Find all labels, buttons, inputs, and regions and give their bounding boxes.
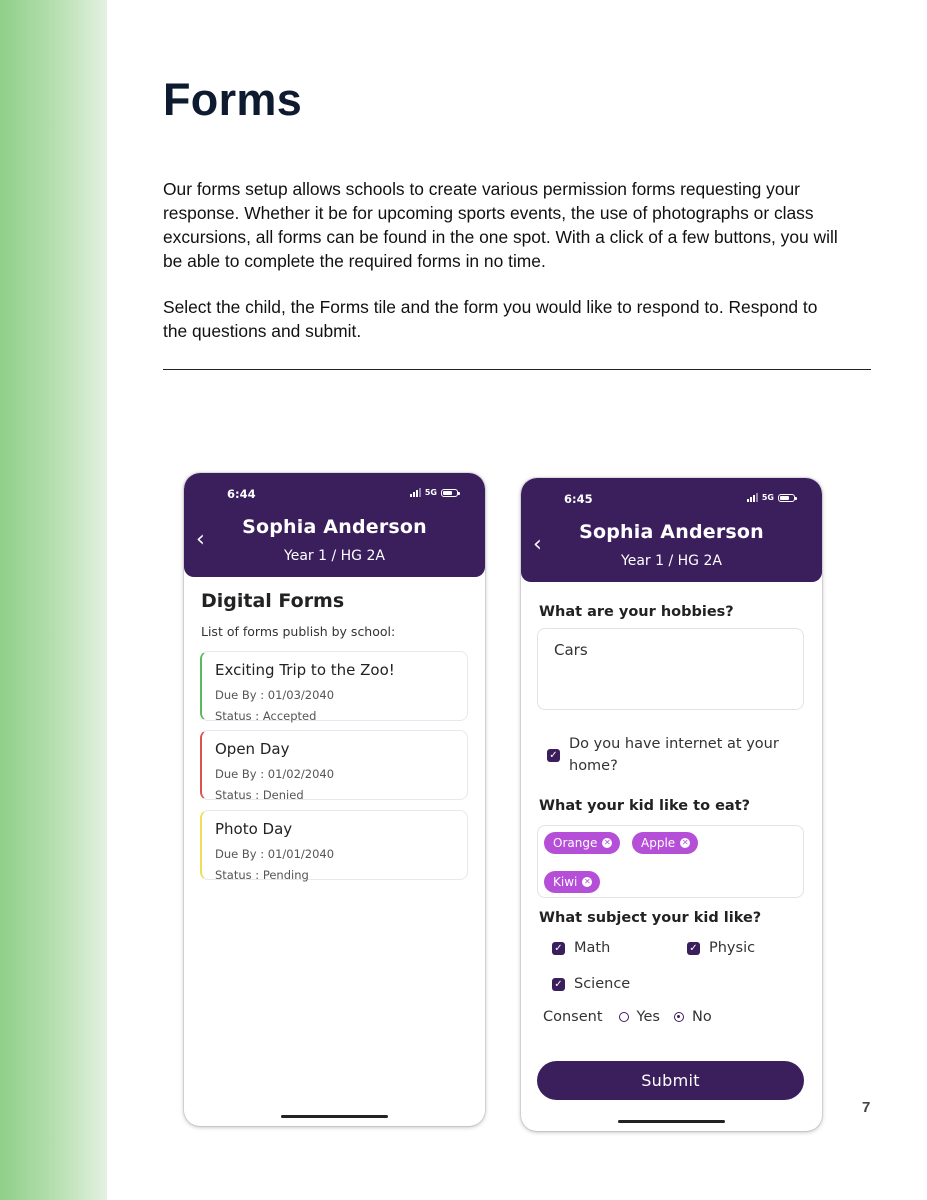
checkbox-checked-icon[interactable]: ✓ — [552, 942, 565, 955]
status-icons — [747, 493, 795, 502]
checkbox-checked-icon[interactable]: ✓ — [552, 978, 565, 991]
status-time: 6:45 — [564, 492, 593, 506]
subject-physic[interactable] — [687, 940, 755, 956]
subject-label: Physic — [709, 940, 756, 956]
home-indicator — [618, 1120, 725, 1123]
page-title: Forms — [163, 74, 303, 125]
subject-question: What subject your kid like? — [539, 910, 762, 926]
checkbox-checked-icon[interactable]: ✓ — [687, 942, 700, 955]
form-card-photo-day[interactable] — [200, 810, 468, 880]
form-title: Photo Day — [215, 820, 293, 838]
signal-icon — [410, 488, 421, 497]
decorative-side-band — [0, 0, 107, 1200]
page-number: 7 — [862, 1099, 871, 1116]
student-name: Sophia Anderson — [242, 516, 427, 538]
home-indicator — [281, 1115, 388, 1118]
form-title: Exciting Trip to the Zoo! — [215, 661, 395, 679]
internet-checkbox-row[interactable] — [547, 733, 779, 777]
instructions-paragraph: Select the child, the Forms tile and the form you would like to respond to. Respond to the questions and submit. — [163, 297, 818, 341]
subject-science[interactable] — [552, 976, 630, 992]
student-class: Year 1 / HG 2A — [621, 553, 722, 569]
section-title: Digital Forms — [201, 590, 345, 612]
subject-math[interactable] — [552, 940, 610, 956]
section-subtitle: List of forms publish by school: — [201, 624, 396, 639]
remove-chip-icon[interactable]: ✕ — [584, 877, 591, 886]
form-status: Status : Pending — [215, 868, 309, 882]
subject-label: Science — [574, 976, 631, 992]
internet-question: Do you have internet at your home? — [569, 736, 779, 774]
food-question: What your kid like to eat? — [539, 798, 751, 814]
form-due-date: Due By : 01/01/2040 — [215, 847, 335, 861]
subject-label: Math — [574, 940, 611, 956]
chip-orange[interactable] — [544, 832, 620, 854]
status-time: 6:44 — [227, 487, 256, 501]
student-class: Year 1 / HG 2A — [284, 548, 385, 564]
checkbox-checked-icon[interactable]: ✓ — [547, 749, 560, 762]
phone-forms-list — [184, 473, 485, 1126]
radio-no-selected-icon[interactable] — [674, 1012, 684, 1022]
phone-form-response — [521, 478, 822, 1131]
form-status: Status : Accepted — [215, 709, 317, 723]
form-card-open-day[interactable] — [200, 730, 468, 800]
chevron-left-icon[interactable]: ‹ — [196, 527, 205, 552]
divider — [163, 369, 871, 370]
hobbies-question: What are your hobbies? — [539, 604, 734, 620]
network-label: 5G — [761, 493, 774, 502]
food-multiselect[interactable] — [537, 825, 804, 898]
hobbies-value: Cars — [554, 641, 588, 659]
radio-yes-icon[interactable] — [619, 1012, 629, 1022]
app-header — [521, 478, 822, 582]
student-name: Sophia Anderson — [579, 521, 764, 543]
chevron-left-icon[interactable]: ‹ — [533, 532, 542, 557]
consent-yes-label: Yes — [636, 1009, 660, 1025]
consent-label: Consent — [543, 1009, 603, 1025]
chip-label: Orange — [553, 836, 598, 850]
consent-no-label: No — [691, 1009, 712, 1025]
chip-kiwi[interactable] — [544, 871, 600, 893]
network-label: 5G — [424, 488, 437, 497]
intro-paragraph: Our forms setup allows schools to create various permission forms requesting your response. Whether it be for upcoming sports events, the use of photographs or class excursions, all forms can be found in the one spot. With a click of a few buttons, you will be able to complete the required forms in no time. — [163, 179, 838, 271]
app-header — [184, 473, 485, 577]
chip-label: Kiwi — [553, 875, 578, 889]
form-title: Open Day — [215, 740, 290, 758]
submit-button[interactable]: Submit — [537, 1061, 804, 1100]
signal-icon — [747, 493, 758, 502]
form-card-zoo[interactable] — [200, 651, 468, 721]
consent-row — [543, 1009, 712, 1025]
chip-apple[interactable] — [632, 832, 698, 854]
battery-icon — [441, 489, 458, 497]
remove-chip-icon[interactable]: ✕ — [681, 838, 689, 847]
form-due-date: Due By : 01/03/2040 — [215, 688, 335, 702]
battery-icon — [778, 494, 795, 502]
form-status: Status : Denied — [215, 788, 304, 802]
remove-chip-icon[interactable]: ✕ — [603, 838, 611, 847]
hobbies-input[interactable] — [537, 628, 804, 710]
form-due-date: Due By : 01/02/2040 — [215, 767, 335, 781]
status-icons — [410, 488, 458, 497]
chip-label: Apple — [641, 836, 676, 850]
